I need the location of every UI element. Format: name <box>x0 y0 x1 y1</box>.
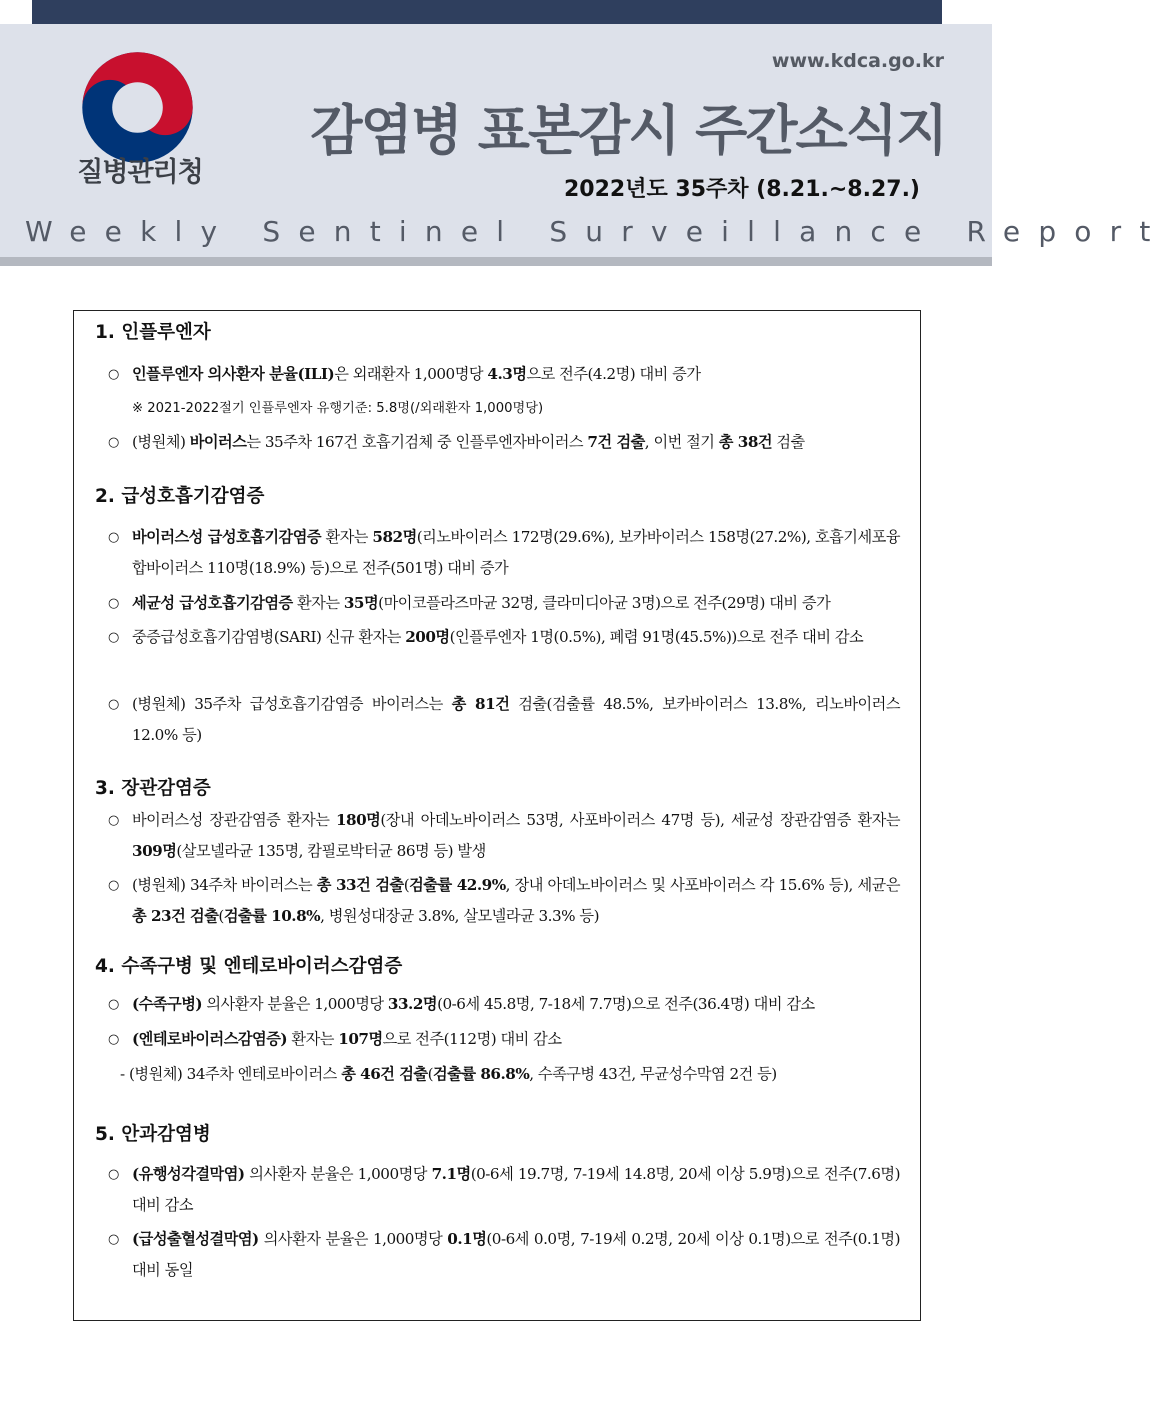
item-text: 인플루엔자 의사환자 분율(ILI)은 외래환자 1,000명당 4.3명으로 전주(4.2명) 대비 증가 <box>132 365 701 383</box>
list-item <box>108 427 900 458</box>
page-title: 감염병 표본감시 주간소식지 <box>310 99 946 162</box>
section-heading-hfmd: 4. 수족구병 및 엔테로바이러스감염증 <box>95 956 403 977</box>
item-text: (병원체) 35주차 급성호흡기감염증 바이러스는 총 81건 검출(검출률 48.5%, 보카바이러스 13.8%, 리노바이러스 12.0% 등) <box>132 695 901 744</box>
list-item <box>108 689 900 751</box>
item-text: (유행성각결막염) 의사환자 분율은 1,000명당 7.1명(0-6세 19.7명, 7-19세 14.8명, 20세 이상 5.9명)으로 전주(7.6명) 대비 감소 <box>132 1165 900 1214</box>
item-text: (병원체) 바이러스는 35주차 167건 호흡기검체 중 인플루엔자바이러스 7건 검출, 이번 절기 총 38건 검출 <box>132 433 805 451</box>
list-item <box>108 870 900 932</box>
bullet-icon: ○ <box>108 1032 119 1047</box>
bullet-icon: ○ <box>108 697 119 712</box>
bullet-icon: ○ <box>108 596 119 611</box>
agency-name: 질병관리청 <box>77 157 203 188</box>
section-heading-influenza: 1. 인플루엔자 <box>95 322 211 343</box>
item-text: (급성출혈성결막염) 의사환자 분율은 1,000명당 0.1명(0-6세 0.0명, 7-19세 0.2명, 20세 이상 0.1명)으로 전주(0.1명) 대비 동일 <box>132 1230 900 1279</box>
list-item <box>108 1159 900 1221</box>
item-text: (엔테로바이러스감염증) 환자는 107명으로 전주(112명) 대비 감소 <box>132 1030 562 1048</box>
bullet-icon: ○ <box>108 878 119 893</box>
top-bar <box>32 0 942 24</box>
bullet-icon: ○ <box>108 630 119 645</box>
website-url[interactable]: www.kdca.go.kr <box>771 50 944 72</box>
list-item <box>108 588 900 619</box>
item-text: 세균성 급성호흡기감염증 환자는 35명(마이코플라즈마균 32명, 클라미디아균 3명)으로 전주(29명) 대비 증가 <box>132 594 831 612</box>
list-item <box>108 1024 900 1055</box>
list-item <box>108 989 900 1020</box>
item-text: 바이러스성 장관감염증 환자는 180명(장내 아데노바이러스 53명, 사포바이러스 47명 등), 세균성 장관감염증 환자는 309명(살모넬라균 135명, 캄필로박터균 86명 등) 발생 <box>132 811 900 860</box>
bullet-icon: ○ <box>108 1167 119 1182</box>
section-heading-respiratory: 2. 급성호흡기감염증 <box>95 486 265 507</box>
header-divider <box>0 257 992 266</box>
kdca-logo-icon <box>80 50 195 165</box>
bullet-icon: ○ <box>108 1232 119 1247</box>
list-item <box>108 805 900 867</box>
report-week: 2022년도 35주차 (8.21.~8.27.) <box>564 177 920 202</box>
item-text: (수족구병) 의사환자 분율은 1,000명당 33.2명(0-6세 45.8명, 7-18세 7.7명)으로 전주(36.4명) 대비 감소 <box>132 995 815 1013</box>
item-text: 바이러스성 급성호흡기감염증 환자는 582명(리노바이러스 172명(29.6%), 보카바이러스 158명(27.2%), 호흡기세포융합바이러스 110명(18.9%) 등)으로 전주(501명) 대비 증가 <box>132 528 900 577</box>
bullet-icon: ○ <box>108 367 119 382</box>
item-text: (병원체) 34주차 바이러스는 총 33건 검출(검출률 42.9%, 장내 아데노바이러스 및 사포바이러스 각 15.6% 등), 세균은 총 23건 검출(검출률 10.8%, 병원성대장균 3.8%, 살모넬라균 3.3% 등) <box>132 876 900 925</box>
section-heading-eye: 5. 안과감염병 <box>95 1124 211 1145</box>
sub-item: - (병원체) 34주차 엔테로바이러스 총 46건 검출(검출률 86.8%, 수족구병 43건, 무균성수막염 2건 등) <box>120 1065 777 1083</box>
item-text: 중증급성호흡기감염병(SARI) 신규 환자는 200명(인플루엔자 1명(0.5%), 폐렴 91명(45.5%))으로 전주 대비 감소 <box>132 628 864 646</box>
list-item <box>108 522 900 584</box>
threshold-note: ※ 2021-2022절기 인플루엔자 유행기준: 5.8명(/외래환자 1,000명당) <box>132 401 544 416</box>
bullet-icon: ○ <box>108 997 119 1012</box>
list-item <box>108 1224 900 1286</box>
bullet-icon: ○ <box>108 435 119 450</box>
bullet-icon: ○ <box>108 530 119 545</box>
list-item <box>108 359 900 390</box>
english-title: Weekly Sentinel Surveillance Report <box>25 215 1169 248</box>
list-item <box>108 622 900 653</box>
section-heading-enteric: 3. 장관감염증 <box>95 778 211 799</box>
bullet-icon: ○ <box>108 813 119 828</box>
